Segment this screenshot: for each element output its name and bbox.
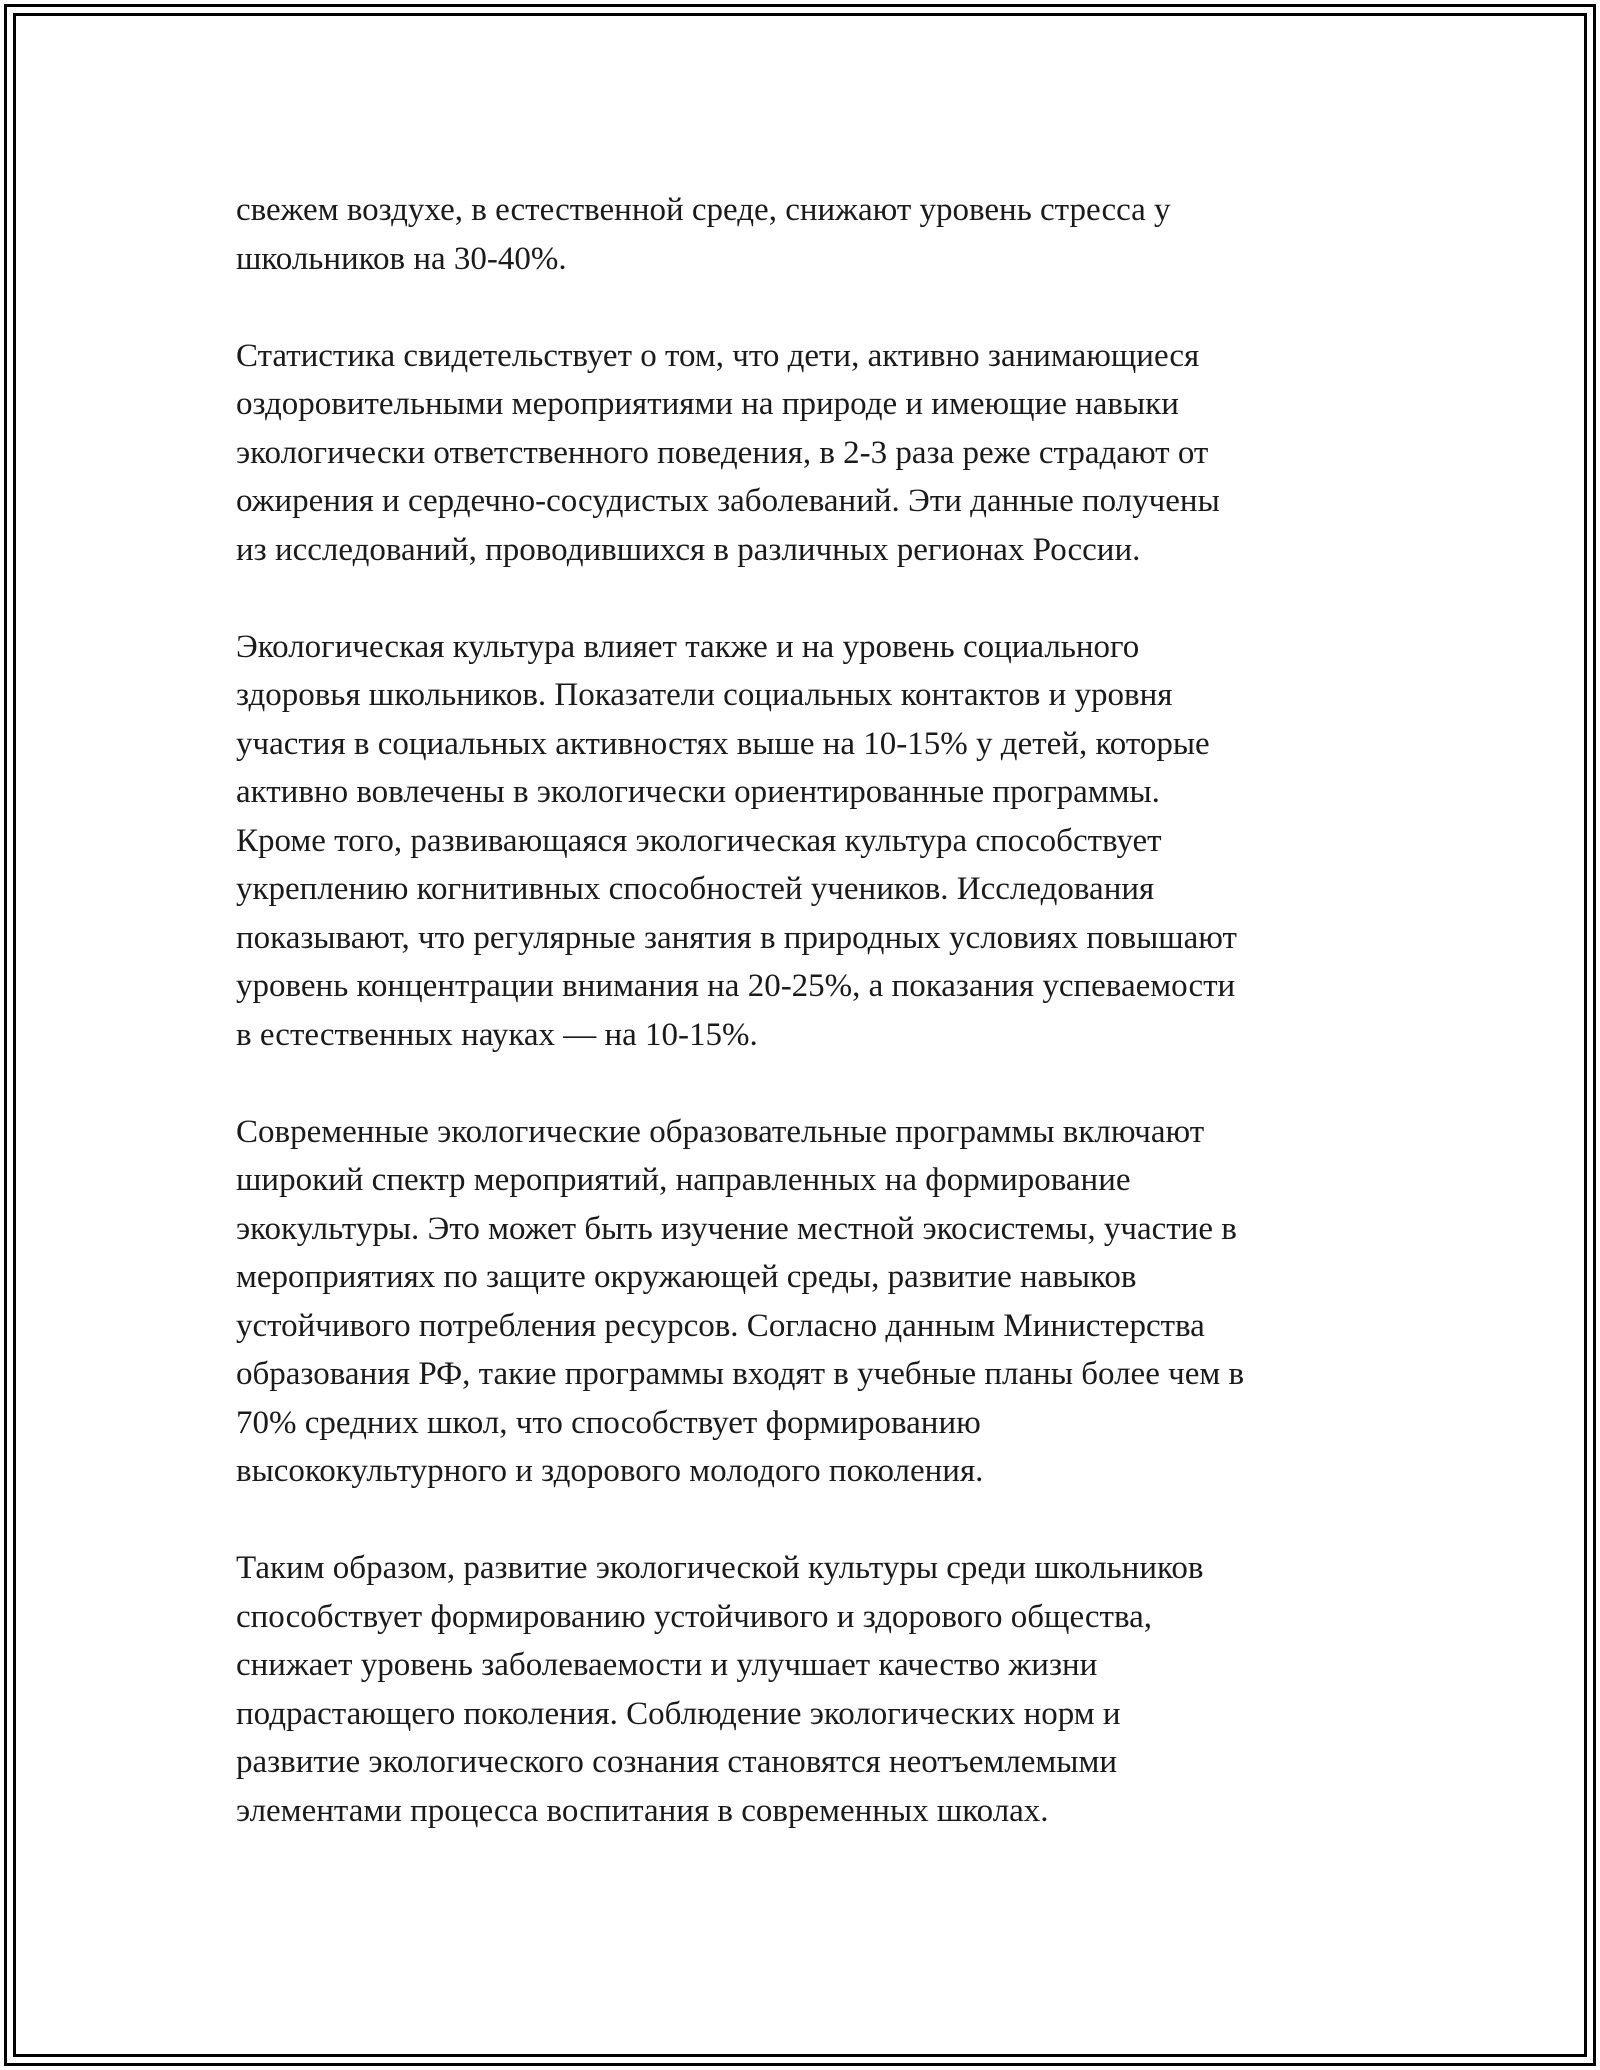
- text-line: участия в социальных активностях выше на 10-15% у детей, которые: [236, 725, 1210, 762]
- text-line: элементами процесса воспитания в современных школах.: [236, 1792, 1049, 1829]
- paragraph-5: [236, 1544, 1376, 1835]
- text-line: укреплению когнитивных способностей учеников. Исследования: [236, 871, 1155, 907]
- text-line: Таким образом, развитие экологической культуры среди школьников: [236, 1550, 1204, 1586]
- text-line: оздоровительными мероприятиями на природе и имеющие навыки: [236, 386, 1179, 422]
- text-line: Современные экологические образовательные программы включают: [236, 1113, 1205, 1150]
- paragraph-1: [236, 186, 1376, 283]
- text-line: Экологическая культура влияет также и на уровень социального: [236, 628, 1140, 665]
- text-line: Статистика свидетельствует о том, что дети, активно занимающиеся: [236, 337, 1200, 374]
- text-line: снижает уровень заболеваемости и улучшает качество жизни: [236, 1647, 1098, 1683]
- paragraph-4: [236, 1108, 1376, 1496]
- document-body: [236, 186, 1376, 1884]
- text-line: из исследований, проводившихся в различных регионах России.: [236, 531, 1141, 568]
- text-line: развитие экологического сознания становятся неотъемлемыми: [236, 1744, 1118, 1780]
- text-line: школьников на 30-40%.: [236, 240, 567, 277]
- text-line: мероприятиях по защите окружающей среды, развитие навыков: [236, 1259, 1137, 1295]
- text-line: образования РФ, такие программы входят в учебные планы более чем в: [236, 1356, 1245, 1392]
- text-line: экологически ответственного поведения, в 2-3 раза реже страдают от: [236, 434, 1209, 471]
- text-line: широкий спектр мероприятий, направленных на формирование: [236, 1162, 1131, 1198]
- text-line: 70% средних школ, что способствует формированию: [236, 1404, 981, 1441]
- text-line: показывают, что регулярные занятия в природных условиях повышают: [236, 919, 1237, 956]
- text-line: подрастающего поколения. Соблюдение экологических норм и: [236, 1695, 1121, 1732]
- text-line: экокультуры. Это может быть изучение местной экосистемы, участие в: [236, 1210, 1237, 1247]
- text-line: устойчивого потребления ресурсов. Согласно данным Министерства: [236, 1307, 1205, 1344]
- text-line: свежем воздухе, в естественной среде, снижают уровень стресса у: [236, 192, 1171, 228]
- text-line: ожирения и сердечно-сосудистых заболеваний. Эти данные получены: [236, 483, 1220, 519]
- text-line: высококультурного и здорового молодого поколения.: [236, 1453, 984, 1489]
- text-line: способствует формированию устойчивого и здорового общества,: [236, 1598, 1153, 1635]
- paragraph-3: [236, 623, 1376, 1060]
- text-line: Кроме того, развивающаяся экологическая культура способствует: [236, 822, 1162, 859]
- text-line: активно вовлечены в экологически ориентированные программы.: [236, 774, 1160, 810]
- text-line: в естественных науках — на 10-15%.: [236, 1016, 758, 1053]
- text-line: здоровья школьников. Показатели социальных контактов и уровня: [236, 677, 1173, 713]
- text-line: уровень концентрации внимания на 20-25%, а показания успеваемости: [236, 968, 1236, 1004]
- paragraph-2: [236, 332, 1376, 575]
